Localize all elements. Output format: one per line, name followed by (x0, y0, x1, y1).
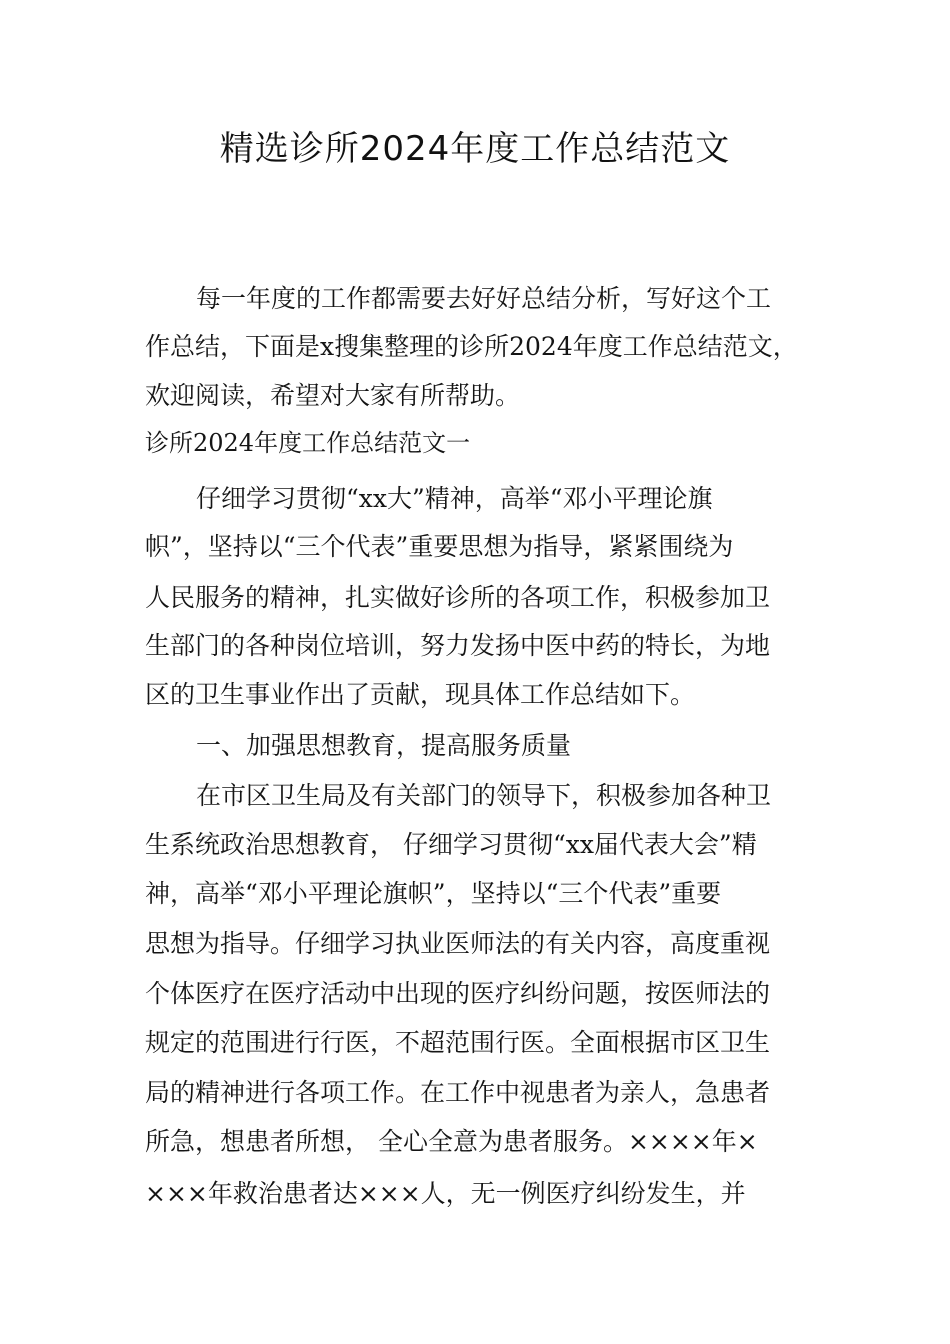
section-heading: 诊所2024年度工作总结范文一 (145, 429, 471, 457)
paragraph-line: ×××年救治患者达×××人，无一例医疗纠纷发生，并 (145, 1179, 746, 1208)
paragraph-line: 人民服务的精神，扎实做好诊所的各项工作，积极参加卫 (145, 583, 771, 612)
paragraph-line: 仔细学习贯彻“xx大”精神，高举“邓小平理论旗 (196, 484, 713, 513)
paragraph-line: 思想为指导。仔细学习执业医师法的有关内容，高度重视 (145, 929, 771, 958)
paragraph-line: 每一年度的工作都需要去好好总结分析，写好这个工 (196, 284, 772, 313)
paragraph-line: 在市区卫生局及有关部门的领导下，积极参加各种卫 (196, 781, 772, 810)
paragraph-line: 帜”，坚持以“三个代表”重要思想为指导，紧紧围绕为 (145, 532, 734, 561)
paragraph-line: 生部门的各种岗位培训，努力发扬中医中药的特长，为地 (145, 631, 771, 660)
paragraph-line: 生系统政治思想教育， 仔细学习贯彻“xx届代表大会”精 (145, 830, 757, 859)
paragraph-line: 欢迎阅读，希望对大家有所帮助。 (145, 381, 521, 410)
paragraph-line: 作总结，下面是x搜集整理的诊所2024年度工作总结范文， (145, 332, 798, 361)
paragraph-line: 神，高举“邓小平理论旗帜”，坚持以“三个代表”重要 (145, 879, 722, 908)
section-subheading: 一、加强思想教育，提高服务质量 (196, 731, 572, 760)
paragraph-line: 所急，想患者所想， 全心全意为患者服务。××××年× (145, 1127, 758, 1156)
document-title: 精选诊所2024年度工作总结范文 (219, 129, 731, 169)
paragraph-line: 区的卫生事业作出了贡献，现具体工作总结如下。 (145, 680, 696, 709)
paragraph-line: 规定的范围进行行医，不超范围行医。全面根据市区卫生 (145, 1028, 771, 1057)
paragraph-line: 个体医疗在医疗活动中出现的医疗纠纷问题，按医师法的 (145, 979, 771, 1008)
paragraph-line: 局的精神进行各项工作。在工作中视患者为亲人，急患者 (145, 1078, 771, 1107)
